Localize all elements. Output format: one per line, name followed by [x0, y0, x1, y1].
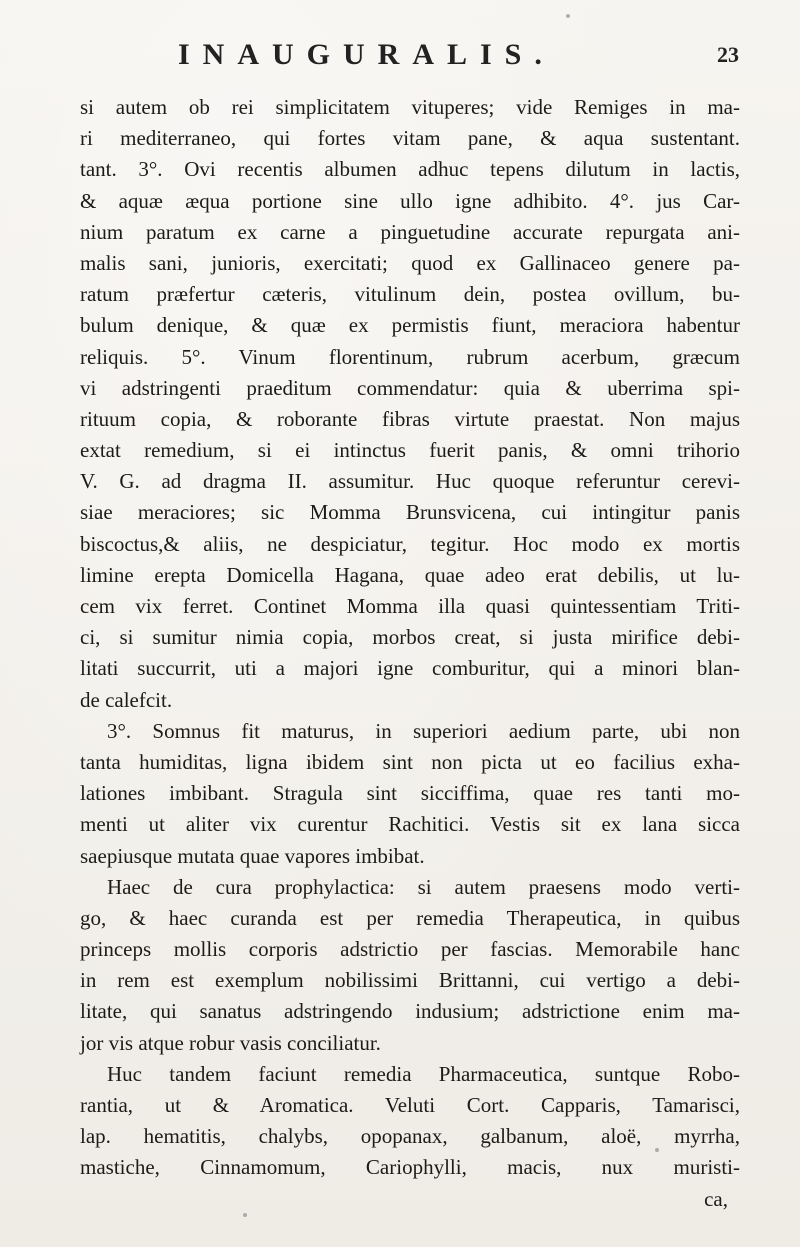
text-line: princeps mollis corporis adstrictio per fascias. Memorabile hanc [80, 937, 740, 962]
text-line: V. G. ad dragma II. assumitur. Huc quoque referuntur cerevi- [80, 469, 740, 494]
text-line: tant. 3°. Ovi recentis albumen adhuc tepens dilutum in lactis, [80, 157, 740, 182]
text-line: malis sani, junioris, exercitati; quod ex Gallinaceo genere pa- [80, 250, 740, 275]
catchword: ca, [704, 1186, 728, 1211]
text-line: mastiche, Cinnamomum, Cariophylli, macis, nux muristi- [80, 1155, 740, 1180]
text-line: ratum præfertur cæteris, vitulinum dein, postea ovillum, bu- [80, 282, 740, 307]
text-line: saepiusque mutata quae vapores imbibat. [80, 843, 425, 868]
text-line: rituum copia, & roborante fibras virtute praestat. Non majus [80, 406, 740, 431]
text-line: limine erepta Domicella Hagana, quae adeo erat debilis, ut lu- [80, 562, 740, 587]
text-line: jor vis atque robur vasis conciliatur. [80, 1030, 381, 1055]
text-line: menti ut aliter vix curentur Rachitici. Vestis sit ex lana sicca [80, 812, 740, 837]
body-text [80, 92, 740, 1215]
text-line: vi adstringenti praeditum commendatur: quia & uberrima spi- [80, 375, 740, 400]
text-line: extat remedium, si ei intinctus fuerit panis, & omni trihorio [80, 438, 740, 463]
text-line: & aquæ æqua portione sine ullo igne adhibito. 4°. jus Car- [80, 188, 740, 213]
text-line: tanta humiditas, ligna ibidem sint non picta ut eo facilius exha- [80, 749, 740, 774]
text-line: Huc tandem faciunt remedia Pharmaceutica, suntque Robo- [107, 1061, 740, 1086]
text-line: si autem ob rei simplicitatem vituperes; vide Remiges in ma- [80, 95, 740, 119]
text-line: siae meraciores; sic Momma Brunsvicena, cui intingitur panis [80, 500, 740, 525]
text-line: go, & haec curanda est per remedia Therapeutica, in quibus [80, 905, 740, 930]
text-line: 3°. Somnus fit maturus, in superiori aedium parte, ubi non [107, 718, 740, 743]
paper-speck [655, 1148, 659, 1152]
text-line: ri mediterraneo, qui fortes vitam pane, & aqua sustentant. [80, 126, 740, 151]
text-line: lap. hematitis, chalybs, opopanax, galbanum, aloë, myrrha, [80, 1124, 740, 1149]
text-line: litati succurrit, uti a majori igne comburitur, qui a minori blan- [80, 656, 740, 681]
text-line: bulum denique, & quæ ex permistis fiunt, meraciora habentur [80, 313, 740, 338]
text-line: litate, qui sanatus adstringendo indusium; adstrictione enim ma- [80, 999, 740, 1024]
text-line: ci, si sumitur nimia copia, morbos creat, si justa mirifice debi- [80, 625, 740, 650]
paper-speck [243, 1213, 247, 1217]
page-number: 23 [717, 42, 739, 67]
text-line: Haec de cura prophylactica: si autem praesens modo verti- [107, 874, 740, 899]
paper-speck [566, 14, 570, 18]
text-line: lationes imbibant. Stragula sint sicciffima, quae res tanti mo- [80, 781, 740, 806]
page-header [0, 38, 800, 78]
text-line: cem vix ferret. Continet Momma illa quasi quintessentiam Triti- [80, 594, 740, 618]
text-line: rantia, ut & Aromatica. Veluti Cort. Capparis, Tamarisci, [80, 1093, 740, 1117]
text-line: nium paratum ex carne a pinguetudine accurate repurgata ani- [80, 219, 740, 244]
text-line: in rem est exemplum nobilissimi Brittanni, cui vertigo a debi- [80, 968, 740, 993]
text-line: reliquis. 5°. Vinum florentinum, rubrum acerbum, græcum [80, 344, 740, 369]
running-title: INAUGURALIS. [178, 38, 555, 71]
text-line: biscoctus,& aliis, ne despiciatur, tegitur. Hoc modo ex mortis [80, 531, 740, 556]
text-line: de calefcit. [80, 687, 173, 712]
